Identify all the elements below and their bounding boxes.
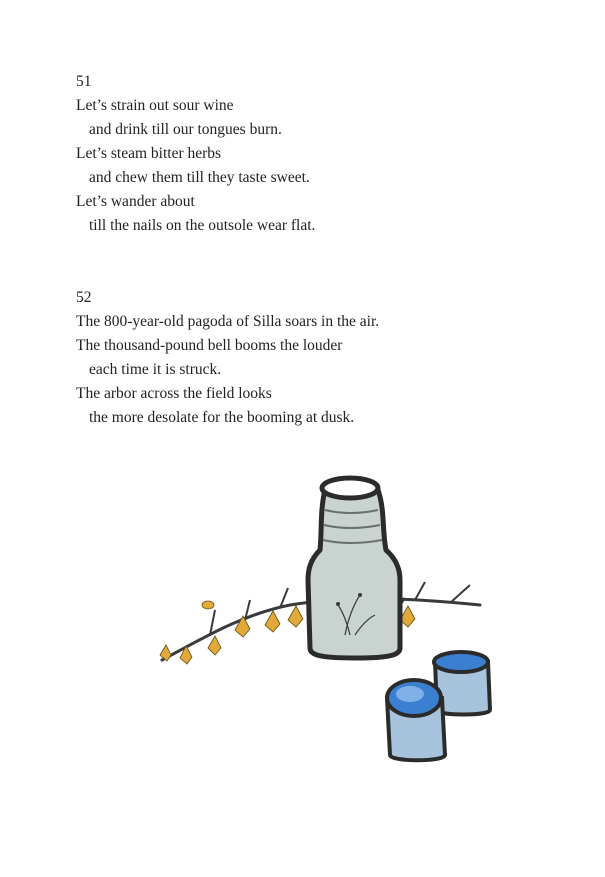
poem-line: Let’s strain out sour wine bbox=[76, 97, 234, 114]
poem-number: 51 bbox=[76, 73, 92, 90]
poem-line: and drink till our tongues burn. bbox=[89, 121, 282, 138]
poem-line: each time it is struck. bbox=[89, 361, 222, 378]
poem-line: the more desolate for the booming at dusk. bbox=[89, 409, 355, 426]
wine-bottle bbox=[308, 478, 400, 658]
poem-line: till the nails on the outsole wear flat. bbox=[89, 217, 316, 234]
poem-51 bbox=[76, 70, 315, 238]
poem-number: 52 bbox=[76, 289, 92, 306]
poem-line: and chew them till they taste sweet. bbox=[89, 169, 310, 186]
poem-line: Let’s steam bitter herbs bbox=[76, 145, 222, 162]
wine-cups bbox=[387, 652, 490, 760]
poem-line: Let’s wander about bbox=[76, 193, 195, 210]
wine-bottle-illustration bbox=[150, 470, 500, 770]
poem-line: The 800-year-old pagoda of Silla soars in the air. bbox=[76, 313, 380, 330]
poem-line: The arbor across the field looks bbox=[76, 385, 272, 402]
poem-line: The thousand-pound bell booms the louder bbox=[76, 337, 343, 354]
poem-52 bbox=[76, 286, 379, 430]
